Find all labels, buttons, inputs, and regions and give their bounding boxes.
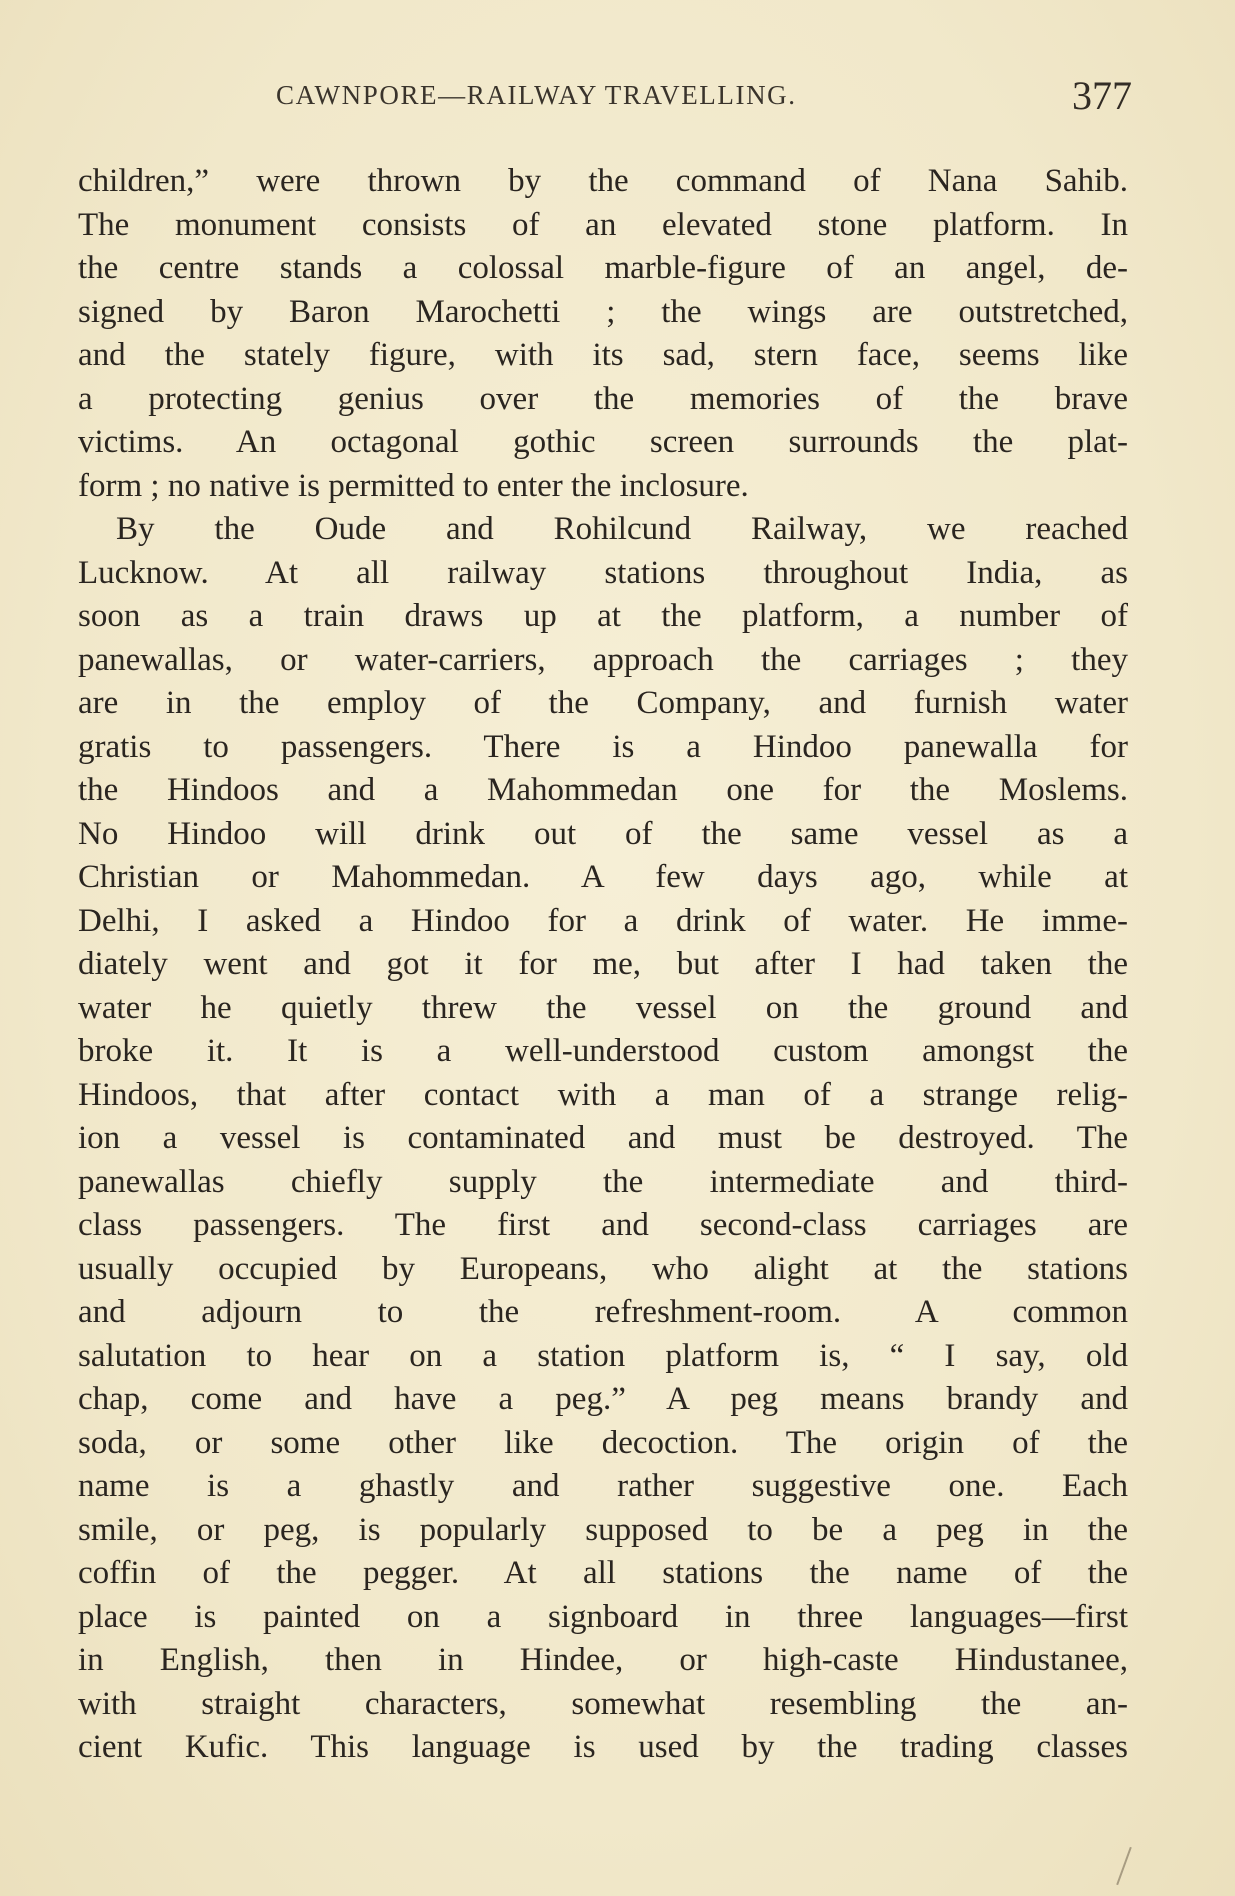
page-number: 377: [1072, 73, 1132, 118]
text-line: salutation to hear on a station platform is, “ I say, old: [78, 1337, 1128, 1374]
text-line: the Hindoos and a Mahommedan one for the Moslems.: [78, 772, 1128, 808]
text-line: smile, or peg, is popularly supposed to be a peg in the: [78, 1511, 1128, 1548]
text-line: name is a ghastly and rather suggestive one. Each: [78, 1468, 1128, 1504]
text-line: panewallas chiefly supply the intermediate and third-: [78, 1163, 1128, 1200]
text-line: Christian or Mahommedan. A few days ago, while at: [78, 859, 1128, 895]
text-line: coffin of the pegger. At all stations the name of the: [78, 1555, 1128, 1591]
text-line: and the stately figure, with its sad, stern face, seems like: [78, 337, 1128, 373]
text-line: soon as a train draws up at the platform, a number of: [78, 598, 1128, 634]
text-line: No Hindoo will drink out of the same vessel as a: [78, 815, 1128, 852]
text-line: the centre stands a colossal marble-figure of an angel, de-: [78, 250, 1128, 286]
text-line: panewallas, or water-carriers, approach the carriages ; they: [78, 641, 1128, 678]
text-line: ion a vessel is contaminated and must be destroyed. The: [78, 1120, 1128, 1156]
text-line: place is painted on a signboard in three languages—first: [78, 1598, 1128, 1635]
text-line: signed by Baron Marochetti ; the wings are outstretched,: [78, 293, 1128, 330]
page-blemish: [1116, 1847, 1132, 1885]
text-line: children,” were thrown by the command of Nana Sahib.: [78, 163, 1128, 199]
text-line: are in the employ of the Company, and furnish water: [78, 685, 1128, 721]
text-line: with straight characters, somewhat resembling the an-: [78, 1685, 1128, 1722]
text-line: Lucknow. At all railway stations throughout India, as: [78, 554, 1128, 591]
running-title: CAWNPORE—RAILWAY TRAVELLING.: [276, 80, 797, 110]
text-line: broke it. It is a well-understood custom amongst the: [78, 1033, 1128, 1069]
text-line: a protecting genius over the memories of the brave: [78, 380, 1128, 417]
body-text: [78, 160, 1128, 1770]
text-line: water he quietly threw the vessel on the ground and: [78, 989, 1128, 1026]
text-line: in English, then in Hindee, or high-caste Hindustanee,: [78, 1642, 1128, 1678]
text-line: form ; no native is permitted to enter the inclosure.: [78, 467, 749, 504]
text-line: soda, or some other like decoction. The origin of the: [78, 1424, 1128, 1461]
text-line: gratis to passengers. There is a Hindoo panewalla for: [78, 728, 1128, 765]
paragraph-first-line: By the Oude and Rohilcund Railway, we reached: [116, 511, 1128, 547]
text-line: class passengers. The first and second-class carriages are: [78, 1207, 1128, 1243]
text-line: usually occupied by Europeans, who alight at the stations: [78, 1250, 1128, 1287]
text-line: and adjourn to the refreshment-room. A common: [78, 1294, 1128, 1330]
text-line: Delhi, I asked a Hindoo for a drink of water. He imme-: [78, 902, 1128, 939]
text-line: victims. An octagonal gothic screen surrounds the plat-: [78, 424, 1128, 460]
text-line: cient Kufic. This language is used by the trading classes: [78, 1729, 1128, 1765]
running-head: [78, 72, 1132, 118]
text-line: chap, come and have a peg.” A peg means brandy and: [78, 1381, 1128, 1417]
text-line: diately went and got it for me, but after I had taken the: [78, 946, 1128, 982]
text-line: Hindoos, that after contact with a man of a strange relig-: [78, 1076, 1128, 1113]
text-line: The monument consists of an elevated stone platform. In: [78, 206, 1128, 243]
